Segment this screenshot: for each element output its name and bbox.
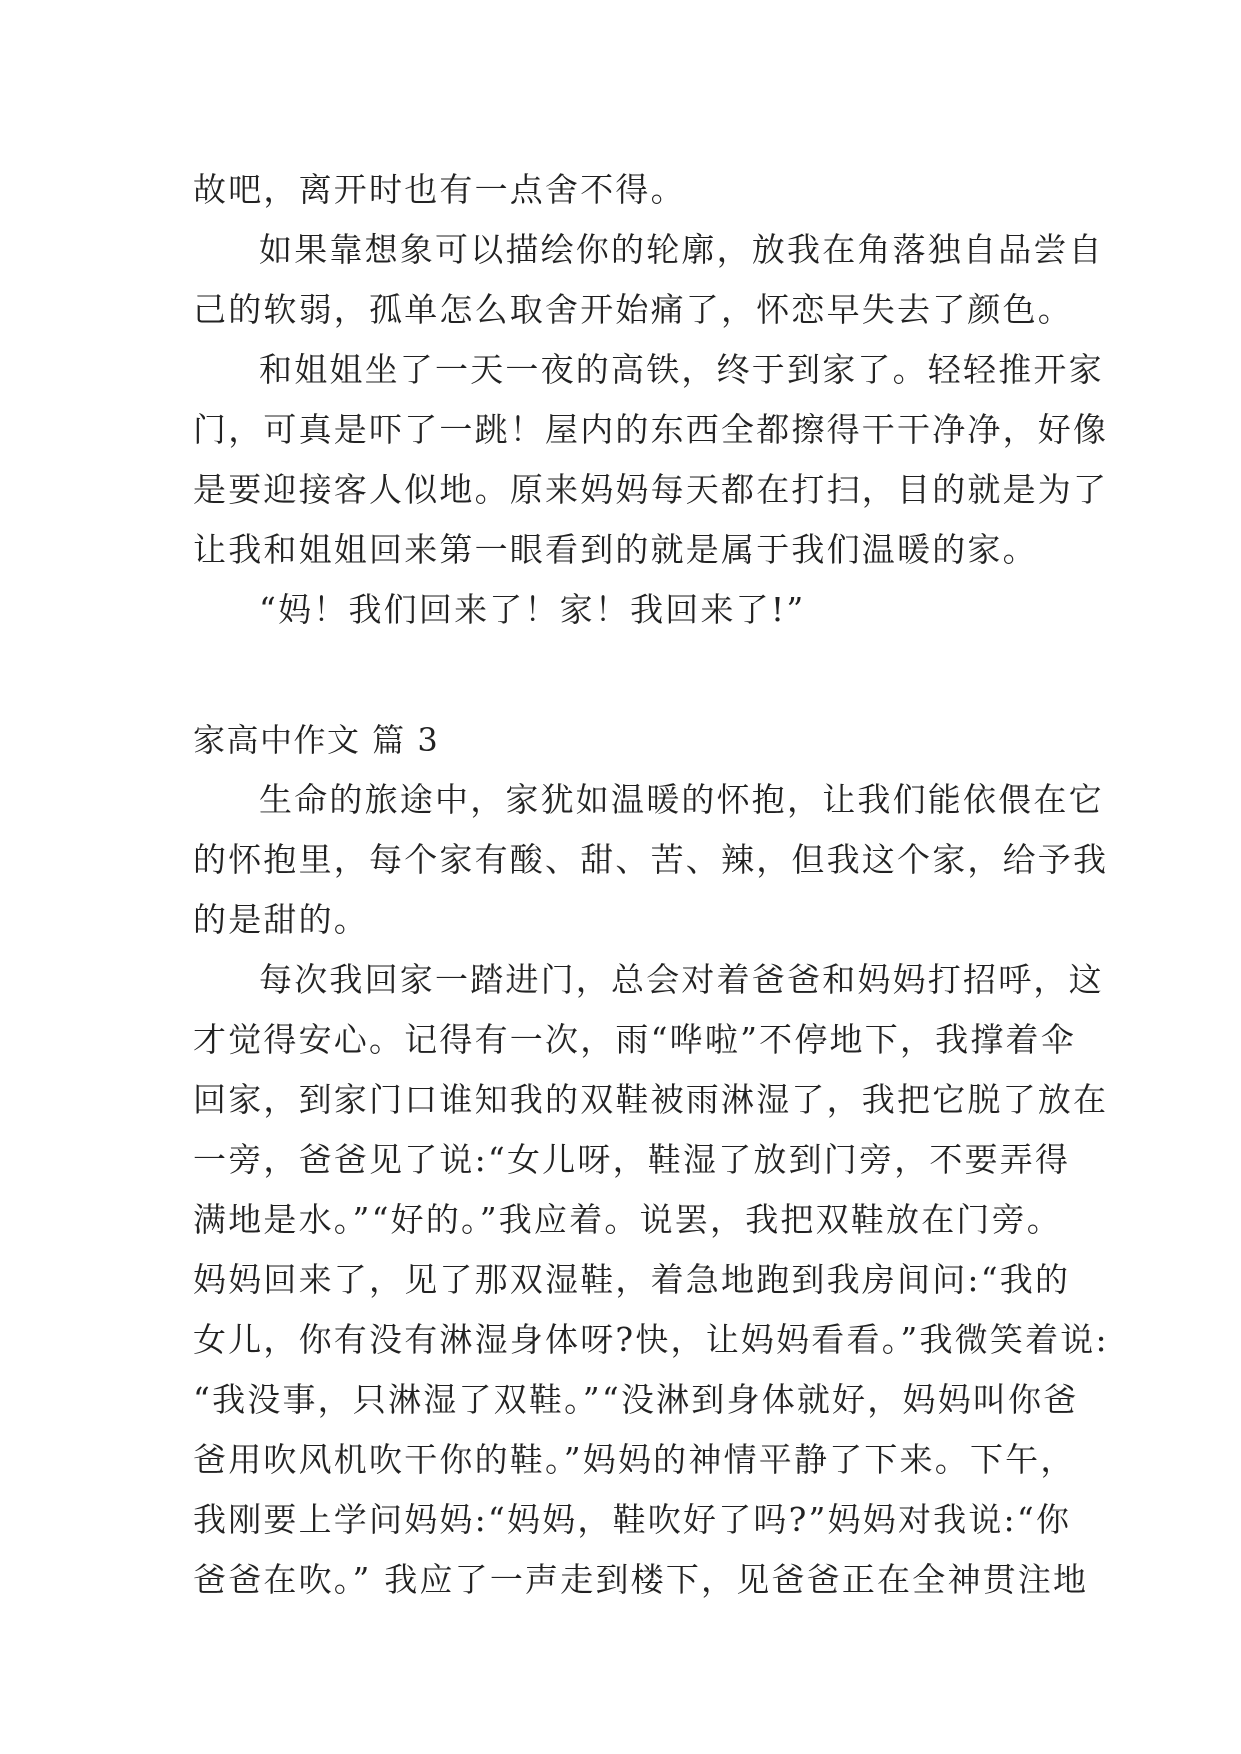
paragraph	[193, 340, 1109, 580]
text-line: 己的软弱，孤单怎么取舍开始痛了，怀恋早失去了颜色。	[193, 290, 1073, 329]
text-line: 的是甜的。	[193, 900, 369, 939]
paragraph	[193, 220, 1104, 340]
text-line: 和姐姐坐了一天一夜的高铁，终于到家了。轻轻推开家	[259, 350, 1104, 389]
text-line: 妈妈回来了，见了那双湿鞋，着急地跑到我房间问:“我的	[193, 1260, 1071, 1299]
text-line: 一旁，爸爸见了说:“女儿呀，鞋湿了放到门旁，不要弄得	[193, 1140, 1071, 1179]
text-line: 是要迎接客人似地。原来妈妈每天都在打扫，目的就是为了	[193, 470, 1109, 509]
text-line: 女儿，你有没有淋湿身体呀?快，让妈妈看看。”我微笑着说:	[193, 1320, 1109, 1359]
text-line: “我没事，只淋湿了双鞋。”“没淋到身体就好，妈妈叫你爸	[193, 1380, 1079, 1419]
text-line: 门，可真是吓了一跳！屋内的东西全都擦得干干净净，好像	[193, 410, 1109, 449]
text-line: 我刚要上学问妈妈:“妈妈，鞋吹好了吗?”妈妈对我说:“你	[193, 1500, 1072, 1539]
text-line: 让我和姐姐回来第一眼看到的就是属于我们温暖的家。	[193, 530, 1038, 569]
text-line: 如果靠想象可以描绘你的轮廓，放我在角落独自品尝自	[259, 230, 1104, 269]
text-line: 生命的旅途中，家犹如温暖的怀抱，让我们能依偎在它	[259, 780, 1104, 819]
text-line: 爸用吹风机吹干你的鞋。”妈妈的神情平静了下来。下午，	[193, 1440, 1076, 1479]
text-line: 每次我回家一踏进门，总会对着爸爸和妈妈打招呼，这	[259, 960, 1104, 999]
paragraph	[193, 770, 1109, 950]
essay-title: 家高中作文 篇 3	[193, 721, 440, 759]
text-line: 故吧，离开时也有一点舍不得。	[193, 170, 686, 209]
section-gap	[193, 640, 1053, 710]
text-line: 才觉得安心。记得有一次，雨“哗啦”不停地下，我撑着伞	[193, 1020, 1076, 1059]
paragraph	[193, 160, 1053, 220]
paragraph	[193, 950, 1109, 1610]
paragraph	[193, 580, 1053, 640]
text-line: 满地是水。”“好的。”我应着。说罢，我把双鞋放在门旁。	[193, 1200, 1063, 1239]
text-line: 的怀抱里，每个家有酸、甜、苦、辣，但我这个家，给予我	[193, 840, 1109, 879]
text-line: “妈！我们回来了！家！我回来了!”	[259, 590, 806, 629]
text-line: 回家，到家门口谁知我的双鞋被雨淋湿了，我把它脱了放在	[193, 1080, 1109, 1119]
document-page	[193, 160, 1109, 1610]
text-line: 爸爸在吹。” 我应了一声走到楼下，见爸爸正在全神贯注地	[193, 1560, 1089, 1599]
